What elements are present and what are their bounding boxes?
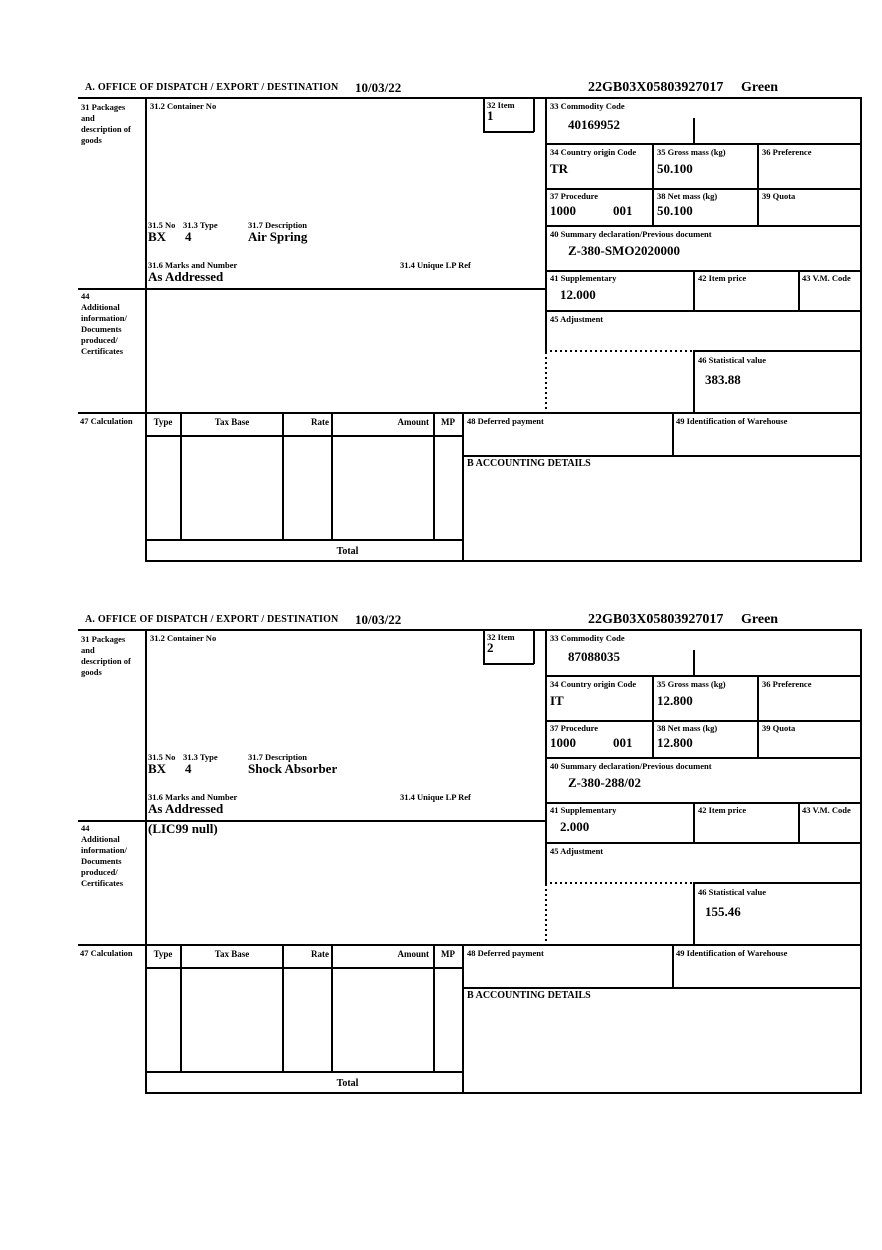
statistical-value: 383.88 — [705, 372, 741, 387]
marks-and-number-value: As Addressed — [148, 801, 224, 816]
box44-additional-info-label: 44 Additional information/ Documents produced/ Certificates — [81, 823, 127, 889]
gross-mass-label: 35 Gross mass (kg) — [657, 147, 726, 157]
preference-label: 36 Preference — [762, 679, 812, 689]
box31-packages-label: 31 Packages and description of goods — [81, 102, 131, 146]
calc-tax-base-header: Tax Base — [214, 417, 250, 427]
net-mass-value: 50.100 — [657, 203, 693, 218]
quota-label: 39 Quota — [762, 723, 796, 733]
item-price-label: 42 Item price — [698, 273, 747, 283]
box31-packages-label: 31 Packages and description of goods — [81, 634, 131, 678]
commodity-code-value: 40169952 — [568, 117, 620, 132]
calc-mp-header: MP — [441, 949, 455, 959]
procedure-value: 1000 — [550, 735, 576, 750]
summary-declaration-label: 40 Summary declaration/Previous document — [550, 229, 712, 239]
package-type-value: 4 — [185, 761, 192, 776]
package-no-value: BX — [148, 229, 167, 244]
net-mass-label: 38 Net mass (kg) — [657, 191, 718, 201]
calc-tax-base-header: Tax Base — [214, 949, 250, 959]
declaration-reference-number: 22GB03X05803927017 — [588, 612, 724, 627]
procedure-extra-value: 001 — [613, 203, 633, 218]
declaration-item-section — [78, 80, 862, 562]
adjustment-label: 45 Adjustment — [550, 314, 604, 324]
office-of-dispatch-label: A. OFFICE OF DISPATCH / EXPORT / DESTINATION — [85, 614, 339, 625]
net-mass-value: 12.800 — [657, 735, 693, 750]
gross-mass-label: 35 Gross mass (kg) — [657, 679, 726, 689]
vm-code-label: 43 V.M. Code — [802, 805, 851, 815]
supplementary-label: 41 Supplementary — [550, 805, 617, 815]
item-price-label: 42 Item price — [698, 805, 747, 815]
marks-and-number-label: 31.6 Marks and Number — [148, 792, 238, 802]
procedure-label: 37 Procedure — [550, 723, 599, 733]
calc-total-label: Total — [336, 1078, 359, 1089]
calc-amount-header: Amount — [397, 949, 429, 959]
marks-and-number-value: As Addressed — [148, 269, 224, 284]
calc-type-header: Type — [153, 417, 173, 427]
country-origin-label: 34 Country origin Code — [550, 147, 637, 157]
calc-rate-header: Rate — [311, 949, 329, 959]
quota-label: 39 Quota — [762, 191, 796, 201]
goods-description-value: Shock Absorber — [248, 761, 338, 776]
gross-mass-value: 50.100 — [657, 161, 693, 176]
country-origin-value: IT — [550, 693, 564, 708]
routing-status: Green — [741, 80, 779, 95]
summary-declaration-label: 40 Summary declaration/Previous document — [550, 761, 712, 771]
commodity-code-value: 87088035 — [568, 649, 620, 664]
package-type-value: 4 — [185, 229, 192, 244]
form-grid-lines — [78, 80, 862, 562]
unique-lp-ref-label: 31.4 Unique LP Ref — [400, 792, 471, 802]
unique-lp-ref-label: 31.4 Unique LP Ref — [400, 260, 471, 270]
goods-description-label: 31.7 Description — [248, 752, 308, 762]
summary-declaration-value: Z-380-288/02 — [568, 775, 641, 790]
statistical-value-label: 46 Statistical value — [698, 355, 766, 365]
package-no-label: 31.5 No — [148, 220, 176, 230]
supplementary-label: 41 Supplementary — [550, 273, 617, 283]
item-number-label: 32 Item — [487, 100, 515, 110]
goods-description-label: 31.7 Description — [248, 220, 308, 230]
declaration-date: 10/03/22 — [355, 80, 402, 95]
declaration-reference-number: 22GB03X05803927017 — [588, 80, 724, 95]
item-number-label: 32 Item — [487, 632, 515, 642]
container-no-label: 31.2 Container No — [150, 633, 217, 643]
statistical-value: 155.46 — [705, 904, 741, 919]
box44-additional-info-label: 44 Additional information/ Documents produced/ Certificates — [81, 291, 127, 357]
calc-rate-header: Rate — [311, 417, 329, 427]
package-no-label: 31.5 No — [148, 752, 176, 762]
vm-code-label: 43 V.M. Code — [802, 273, 851, 283]
package-type-label: 31.3 Type — [183, 220, 218, 230]
package-no-value: BX — [148, 761, 167, 776]
deferred-payment-label: 48 Deferred payment — [467, 416, 544, 426]
summary-declaration-value: Z-380-SMO2020000 — [568, 243, 680, 258]
marks-and-number-label: 31.6 Marks and Number — [148, 260, 238, 270]
supplementary-value: 12.000 — [560, 287, 596, 302]
declaration-date: 10/03/22 — [355, 612, 402, 627]
declaration-item-section — [78, 612, 862, 1094]
box47-calculation-label: 47 Calculation — [80, 948, 133, 958]
supplementary-value: 2.000 — [560, 819, 590, 834]
item-number-value: 1 — [487, 108, 494, 123]
gross-mass-value: 12.800 — [657, 693, 693, 708]
accounting-details-label: B ACCOUNTING DETAILS — [467, 990, 591, 1001]
routing-status: Green — [741, 612, 779, 627]
country-origin-label: 34 Country origin Code — [550, 679, 637, 689]
warehouse-id-label: 49 Identification of Warehouse — [676, 416, 788, 426]
form-grid-lines — [78, 612, 862, 1094]
procedure-extra-value: 001 — [613, 735, 633, 750]
statistical-value-label: 46 Statistical value — [698, 887, 766, 897]
net-mass-label: 38 Net mass (kg) — [657, 723, 718, 733]
commodity-code-label: 33 Commodity Code — [550, 101, 625, 111]
container-no-label: 31.2 Container No — [150, 101, 217, 111]
preference-label: 36 Preference — [762, 147, 812, 157]
package-type-label: 31.3 Type — [183, 752, 218, 762]
calc-total-label: Total — [336, 546, 359, 557]
accounting-details-label: B ACCOUNTING DETAILS — [467, 458, 591, 469]
goods-description-value: Air Spring — [248, 229, 308, 244]
deferred-payment-label: 48 Deferred payment — [467, 948, 544, 958]
box47-calculation-label: 47 Calculation — [80, 416, 133, 426]
item-number-value: 2 — [487, 640, 494, 655]
additional-information-value: (LIC99 null) — [148, 821, 218, 836]
procedure-label: 37 Procedure — [550, 191, 599, 201]
warehouse-id-label: 49 Identification of Warehouse — [676, 948, 788, 958]
calc-type-header: Type — [153, 949, 173, 959]
calc-amount-header: Amount — [397, 417, 429, 427]
country-origin-value: TR — [550, 161, 569, 176]
adjustment-label: 45 Adjustment — [550, 846, 604, 856]
office-of-dispatch-label: A. OFFICE OF DISPATCH / EXPORT / DESTINATION — [85, 82, 339, 93]
procedure-value: 1000 — [550, 203, 576, 218]
commodity-code-label: 33 Commodity Code — [550, 633, 625, 643]
calc-mp-header: MP — [441, 417, 455, 427]
